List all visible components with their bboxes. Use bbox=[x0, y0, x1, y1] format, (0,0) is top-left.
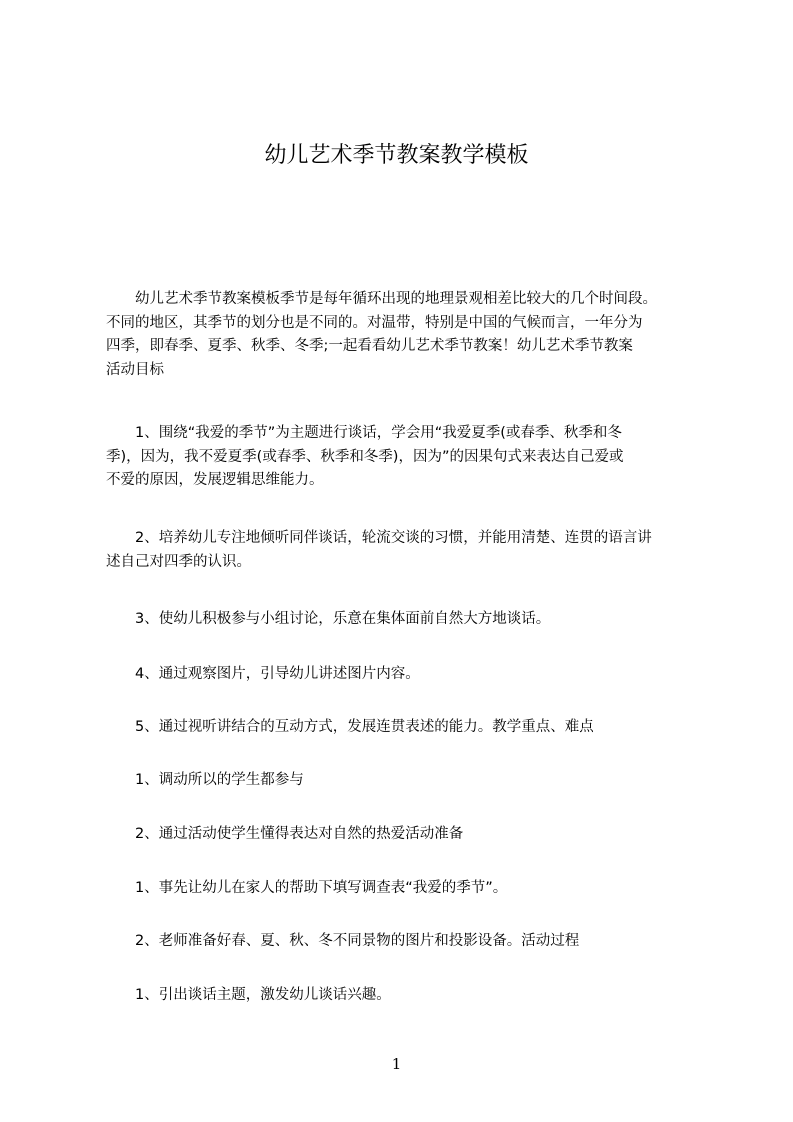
paragraph-key-point-1 bbox=[106, 769, 716, 793]
paragraph-prep-1 bbox=[106, 877, 716, 901]
paragraph-line: 述自己对四季的认识。 bbox=[106, 553, 251, 570]
paragraph-line: 2、老师准备好春、夏、秋、冬不同景物的图片和投影设备。活动过程 bbox=[106, 933, 580, 949]
paragraph-goal-5 bbox=[106, 716, 716, 740]
paragraph-line: 1、事先让幼儿在家人的帮助下填写调查表“我爱的季节”。 bbox=[106, 880, 508, 896]
paragraph-line: 1、调动所以的学生都参与 bbox=[106, 772, 304, 788]
paragraph-line: 幼儿艺术季节教案模板季节是每年循环出现的地理景观相差比较大的几个时间段。 bbox=[106, 291, 657, 307]
document-title: 幼儿艺术季节教案教学模板 bbox=[264, 143, 529, 168]
paragraph-key-point-2 bbox=[106, 823, 716, 847]
paragraph-prep-2 bbox=[106, 930, 716, 954]
paragraph-goal-4 bbox=[106, 663, 716, 687]
paragraph-goal-1 bbox=[106, 422, 716, 493]
paragraph-line: 1、引出谈话主题，激发幼儿谈话兴趣。 bbox=[106, 987, 391, 1003]
paragraph-line: 季)，因为，我不爱夏季(或春季、秋季和冬季)，因为”的因果句式来表达自己爱或 bbox=[106, 448, 624, 465]
paragraph-intro bbox=[106, 288, 716, 382]
paragraph-line: 四季，即春季、夏季、秋季、冬季;一起看看幼儿艺术季节教案！幼儿艺术季节教案 bbox=[106, 338, 633, 354]
paragraph-line: 5、通过视听讲结合的互动方式，发展连贯表述的能力。教学重点、难点 bbox=[106, 719, 594, 735]
paragraph-line: 2、通过活动使学生懂得表达对自然的热爱活动准备 bbox=[106, 826, 464, 842]
paragraph-line: 不同的地区，其季节的划分也是不同的。对温带，特别是中国的气候而言，一年分为 bbox=[106, 314, 643, 331]
page-number: 1 bbox=[391, 1055, 402, 1073]
paragraph-goal-3 bbox=[106, 608, 716, 632]
paragraph-line: 3、使幼儿积极参与小组讨论，乐意在集体面前自然大方地谈话。 bbox=[106, 611, 551, 627]
paragraph-process-1 bbox=[106, 984, 716, 1008]
paragraph-line: 2、培养幼儿专注地倾听同伴谈话，轮流交谈的习惯，并能用清楚、连贯的语言讲 bbox=[106, 530, 652, 546]
paragraph-goal-2 bbox=[106, 527, 716, 574]
paragraph-line: 活动目标 bbox=[106, 361, 164, 378]
paragraph-line: 4、通过观察图片，引导幼儿讲述图片内容。 bbox=[106, 666, 420, 682]
paragraph-line: 不爱的原因，发展逻辑思维能力。 bbox=[106, 472, 324, 488]
paragraph-line: 1、围绕“我爱的季节”为主题进行谈话，学会用“我爱夏季(或春季、秋季和冬 bbox=[106, 425, 622, 441]
